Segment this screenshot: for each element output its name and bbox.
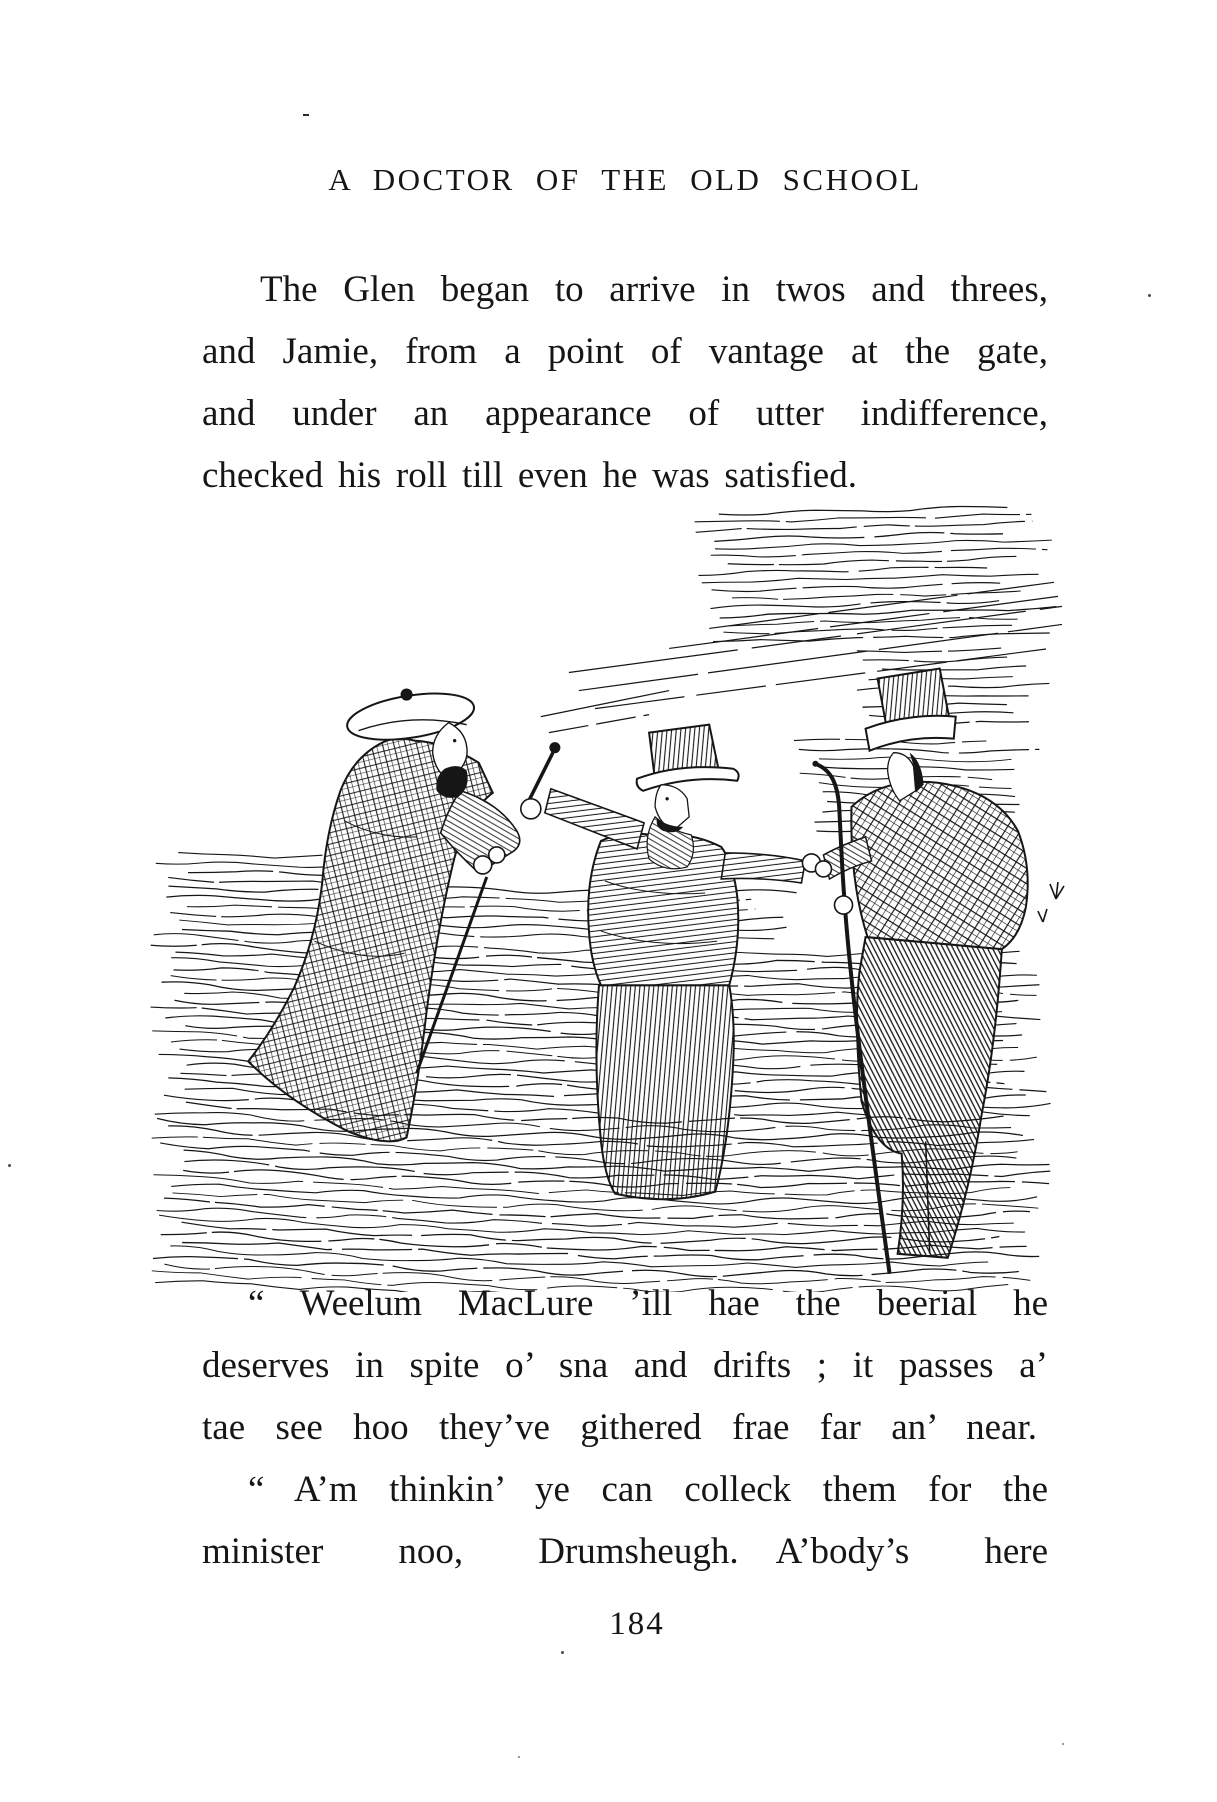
text-line: and Jamie, from a point of vantage at the gate, <box>202 331 1049 372</box>
scan-artifact-dash <box>303 114 309 116</box>
text-line: and under an appearance of utter indifference, <box>202 393 1048 434</box>
wind-streaks <box>541 582 1062 732</box>
coat-skirt <box>596 985 733 1199</box>
page-title: A DOCTOR OF THE OLD SCHOOL <box>328 162 922 197</box>
scan-artifact-dot <box>561 1651 564 1654</box>
heather-sprig <box>1038 882 1064 922</box>
text-line: checked his roll till even he was satisfied. <box>202 455 857 496</box>
scan-artifact-dot <box>8 1164 11 1167</box>
stick-knob <box>549 742 560 753</box>
scan-artifact-dot <box>1148 294 1151 297</box>
scan-artifact-dot <box>1062 1743 1064 1745</box>
scan-artifact-dot <box>518 1756 520 1758</box>
plaid-shawl <box>851 782 1027 949</box>
text-line: deserves in spite o’ sna and drifts ; it passes a’ <box>202 1345 1048 1386</box>
engraving-illustration <box>148 500 1070 1292</box>
bottom-paragraphs <box>202 1273 1048 1583</box>
text-line: “ A’m thinkin’ ye can colleck them for the <box>248 1469 1049 1510</box>
left-man-figure <box>248 686 519 1142</box>
text-line: “ Weelum MacLure ’ill hae the beerial he <box>248 1283 1049 1324</box>
right-arm <box>545 789 644 849</box>
illustration-three-men-in-snowdrift <box>148 500 1070 1292</box>
top-hat-brim <box>637 767 739 791</box>
left-arm <box>721 853 805 883</box>
text-line: tae see hoo they’ve githered frae far an’ near. <box>202 1407 1038 1448</box>
top-hat-brim <box>866 716 956 751</box>
hand-on-staff <box>834 896 852 914</box>
bonnet-pom <box>401 689 413 701</box>
fist <box>521 799 541 819</box>
text-line: minister noo, Drumsheugh. A’body’s here <box>202 1531 1048 1572</box>
text-line: The Glen began to arrive in twos and threes, <box>260 269 1048 310</box>
paragraph-1 <box>202 259 1048 507</box>
page-number: 184 <box>609 1606 665 1642</box>
